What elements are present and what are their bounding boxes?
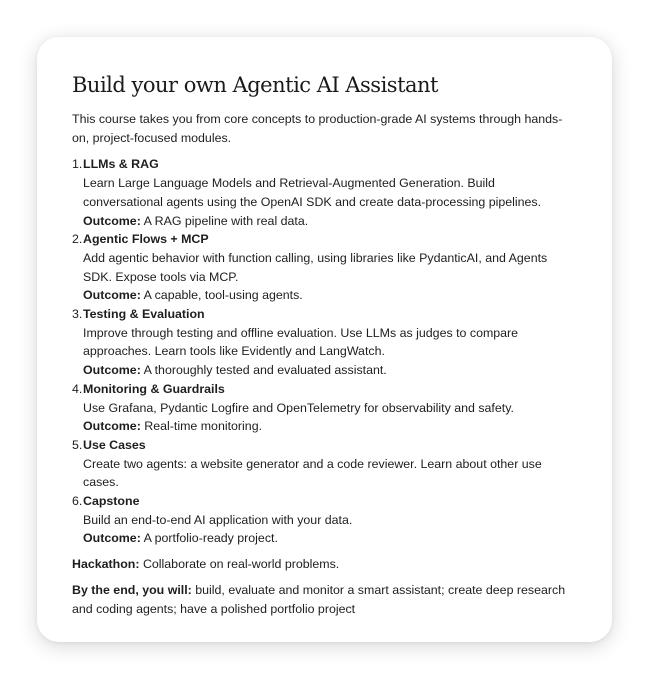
outcome-text: A RAG pipeline with real data.: [143, 213, 309, 228]
outcome-label: Outcome:: [83, 288, 141, 303]
hackathon-label: Hackathon:: [72, 557, 140, 572]
module-number: 2.: [72, 232, 83, 247]
module-item-use-cases: [72, 436, 578, 492]
module-description: Build an end-to-end AI application with your data.: [83, 512, 353, 527]
outcome-label: Outcome:: [83, 419, 141, 434]
module-number: 1.: [72, 157, 83, 172]
module-outcome: [83, 417, 578, 436]
hackathon-text: Collaborate on real-world problems.: [142, 557, 340, 572]
module-outcome: [83, 286, 578, 305]
module-list: [72, 155, 578, 548]
module-description: Use Grafana, Pydantic Logfire and OpenTelemetry for observability and safety.: [83, 400, 514, 415]
course-intro: This course takes you from core concepts to production-grade AI systems through hands-on, project-focused modules.: [72, 112, 563, 145]
module-title: Capstone: [83, 494, 140, 509]
module-outcome: [83, 361, 578, 380]
module-description: Create two agents: a website generator and a code reviewer. Learn about other use cases.: [83, 456, 542, 490]
outcome-text: A capable, tool-using agents.: [143, 288, 303, 303]
module-description: Learn Large Language Models and Retrieval-Augmented Generation. Build conversational agents using the OpenAI SDK and create data-processing pipelines.: [83, 176, 542, 209]
module-description: Improve through testing and offline evaluation. Use LLMs as judges to compare approaches. Learn tools like Evidently and LangWatch.: [83, 325, 519, 359]
module-title: LLMs & RAG: [83, 157, 159, 172]
module-item-llms-rag: [72, 155, 578, 230]
module-title: Use Cases: [83, 437, 146, 452]
module-item-capstone: [72, 492, 578, 548]
module-number: 4.: [72, 381, 83, 396]
module-title: Monitoring & Guardrails: [83, 381, 225, 396]
module-outcome: [83, 529, 578, 548]
module-title: Agentic Flows + MCP: [83, 232, 209, 247]
module-item-testing-evaluation: [72, 305, 578, 380]
outcome-label: Outcome:: [83, 363, 141, 378]
summary-text: build, evaluate and monitor a smart assistant; create deep research and coding agents; have a polished portfolio project: [72, 582, 566, 616]
module-number: 5.: [72, 437, 83, 452]
hackathon-note: [72, 555, 578, 574]
module-outcome: [83, 212, 578, 231]
course-title: Build your own Agentic AI Assistant: [72, 73, 438, 97]
module-title: Testing & Evaluation: [83, 307, 205, 322]
module-item-monitoring-guardrails: [72, 380, 578, 436]
outcome-text: Real-time monitoring.: [144, 419, 263, 434]
summary-label: By the end, you will:: [72, 582, 192, 597]
module-number: 3.: [72, 307, 83, 322]
module-number: 6.: [72, 494, 83, 509]
outcome-text: A thoroughly tested and evaluated assistant.: [143, 363, 387, 378]
course-summary: [72, 581, 578, 618]
outcome-label: Outcome:: [83, 531, 141, 546]
course-card: [37, 37, 612, 642]
outcome-text: A portfolio-ready project.: [143, 531, 278, 546]
module-item-agentic-flows: [72, 230, 578, 305]
outcome-label: Outcome:: [83, 213, 141, 228]
module-description: Add agentic behavior with function calling, using libraries like PydanticAI, and Agents SDK. Expose tools via MCP.: [83, 250, 548, 284]
